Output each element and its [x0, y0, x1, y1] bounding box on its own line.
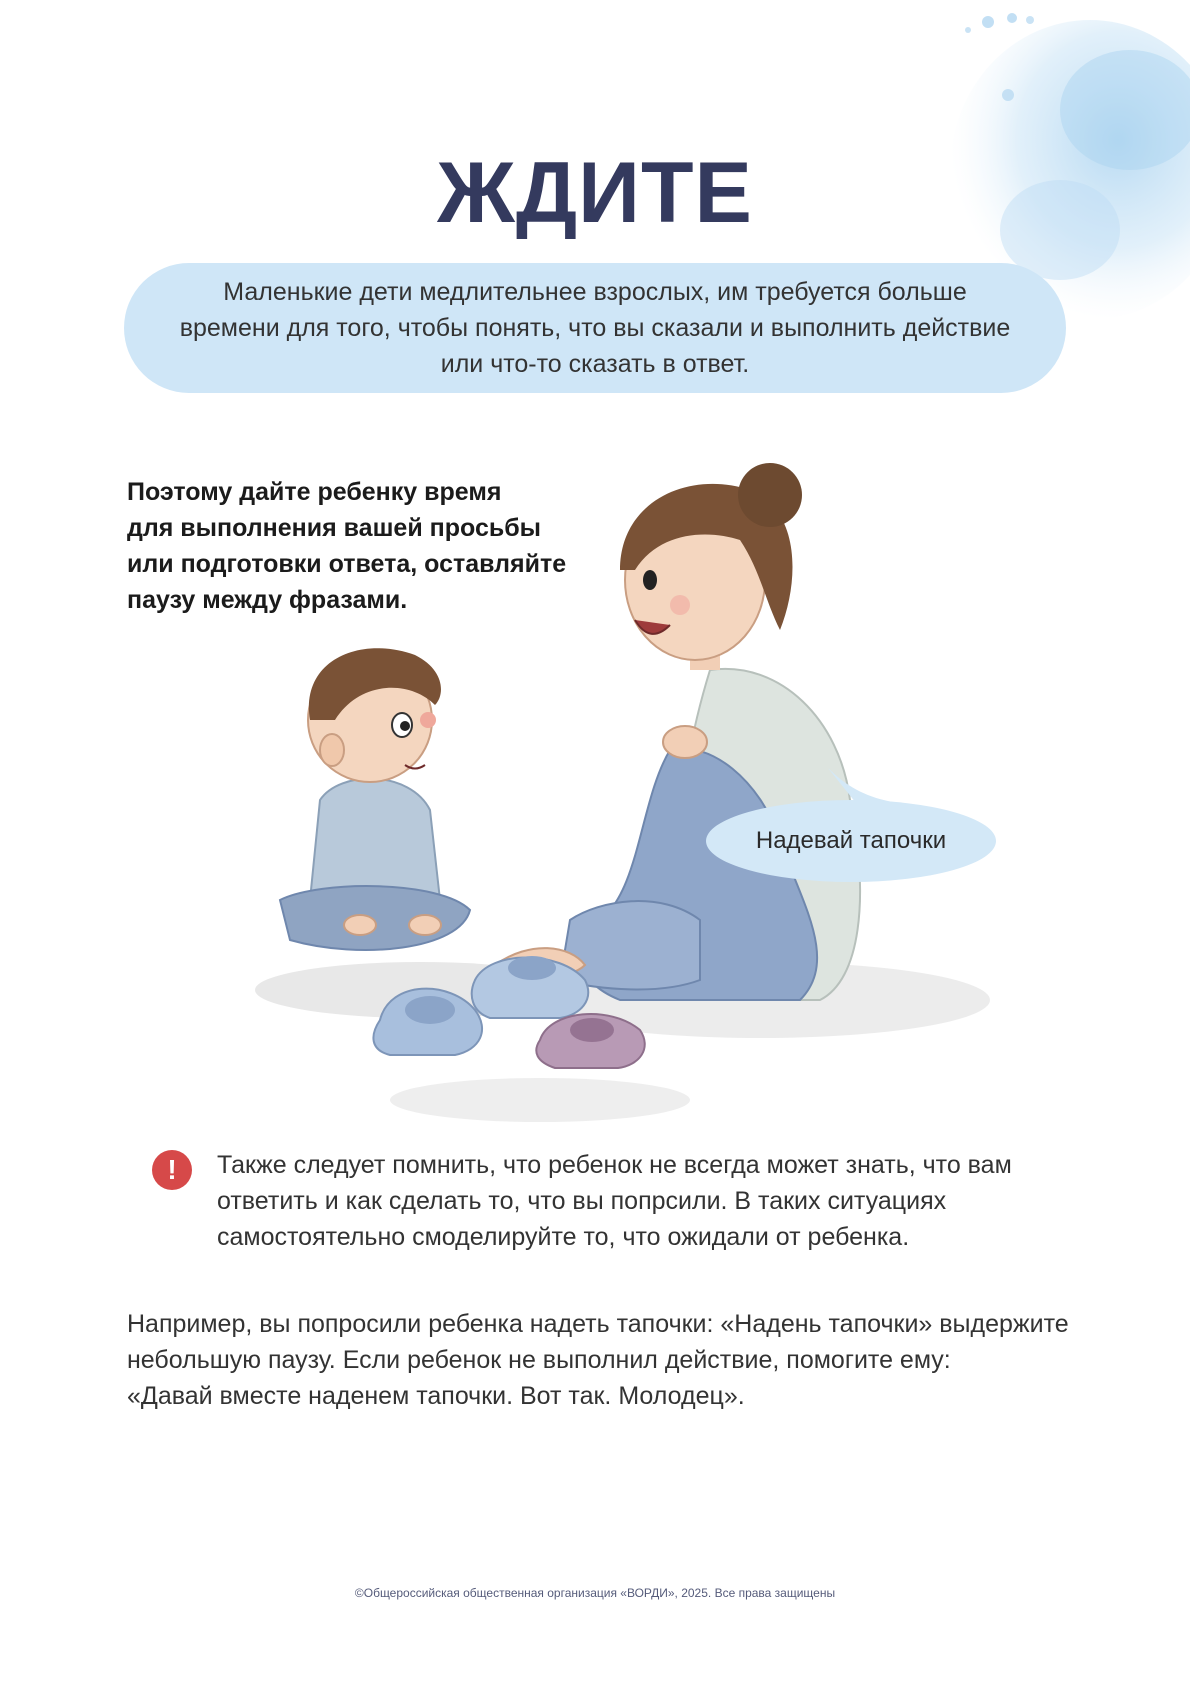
example-line: небольшую паузу. Если ребенок не выполнил действие, помогите ему:	[127, 1346, 951, 1374]
alert-paragraph	[217, 1147, 1037, 1255]
example-paragraph	[127, 1306, 1087, 1414]
speech-bubble-text: Надевай тапочки	[755, 827, 947, 854]
alert-icon: !	[152, 1150, 192, 1190]
alert-line: самостоятельно смоделируйте то, что ожидали от ребенка.	[217, 1223, 910, 1251]
alert-line: Также следует помнить, что ребенок не всегда может знать, что вам	[217, 1151, 1012, 1179]
intro-callout	[124, 263, 1066, 393]
lead-line: или подготовки ответа, оставляйте	[127, 550, 567, 578]
lead-line: паузу между фразами.	[127, 586, 408, 614]
mother-figure	[495, 463, 860, 1000]
lead-line: Поэтому дайте ребенку время	[127, 478, 502, 506]
copyright-footer: ©Общероссийская общественная организация «ВОРДИ», 2025. Все права защищены	[354, 1586, 836, 1600]
lead-line: для выполнения вашей просьбы	[127, 514, 542, 542]
example-line: «Давай вместе наденем тапочки. Вот так. Молодец».	[127, 1382, 745, 1410]
page-title: ЖДИТЕ	[437, 145, 753, 241]
child-figure	[280, 648, 470, 950]
mother-child-illustration	[240, 420, 1020, 1140]
example-line: Например, вы попросили ребенка надеть тапочки: «Надень тапочки» выдержите	[127, 1310, 1069, 1338]
alert-line: ответить и как сделать то, что вы попрсили. В таких ситуациях	[217, 1187, 947, 1215]
speech-bubble	[706, 800, 996, 882]
intro-text: Маленькие дети медлительнее взрослых, им требуется больше времени для того, чтобы понять, что вы сказали и выполнить действие или что-то сказать в ответ.	[179, 278, 1011, 378]
